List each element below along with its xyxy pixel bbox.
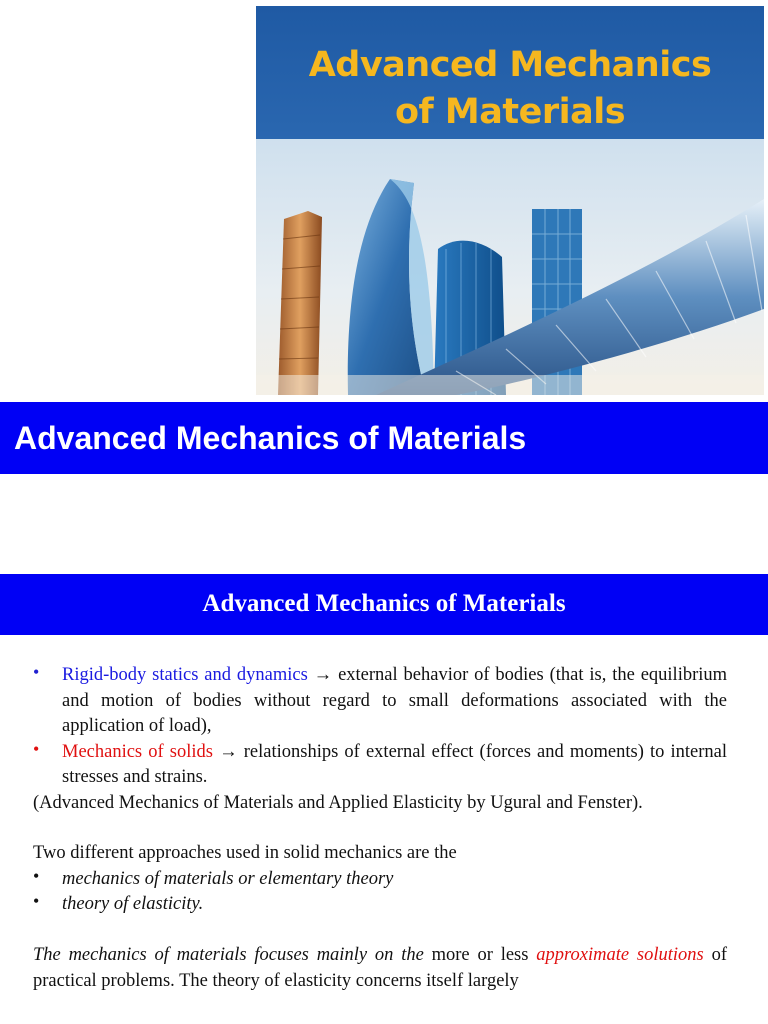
bullet-rigid-body <box>33 663 727 740</box>
closing-part1: The mechanics of materials focuses mainly on the <box>33 945 424 965</box>
closing-paragraph <box>33 943 727 994</box>
cover-title <box>256 42 764 136</box>
closing-part4: of practical problems. The theory of elasticity concerns itself largely <box>33 945 727 991</box>
bullet-text: external behavior of bodies (that is, the equilibrium and motion of bodies without regard to small deformations associated with the application of load), <box>62 665 728 736</box>
bullet-dot-icon: • <box>33 662 40 682</box>
page-title: Advanced Mechanics of Materials <box>14 420 527 456</box>
citation: (Advanced Mechanics of Materials and Applied Elasticity by Ugural and Fenster). <box>33 792 643 813</box>
title-bar-secondary <box>0 574 768 635</box>
arrow-icon: → <box>219 741 238 762</box>
closing-part2: more or less <box>431 945 529 965</box>
approach-item <box>33 867 727 893</box>
city-skyline-photo <box>256 139 764 395</box>
section-title: Advanced Mechanics of Materials <box>202 590 566 617</box>
body-content <box>33 663 727 994</box>
skyline-icon <box>256 139 764 395</box>
bullet-text: relationships of external effect (forces and moments) to internal stresses and strains. <box>62 741 728 787</box>
bullet-mechanics-solids <box>33 740 727 791</box>
approach-item <box>33 892 727 918</box>
approach-text: mechanics of materials or elementary theory <box>62 868 394 889</box>
term-rigid-body: Rigid-body statics and dynamics <box>62 665 308 685</box>
cover-image <box>256 6 764 395</box>
approach-text: theory of elasticity. <box>62 894 204 914</box>
term-mechanics-solids: Mechanics of solids <box>62 741 213 762</box>
cover-banner <box>256 6 764 139</box>
cover-title-line1: Advanced Mechanics <box>308 45 712 85</box>
title-bar-primary <box>0 402 768 474</box>
bullet-dot-icon: • <box>33 738 40 759</box>
bullet-dot-icon: • <box>33 891 40 911</box>
approaches-intro: Two different approaches used in solid mechanics are the <box>33 843 457 863</box>
arrow-icon: → <box>313 665 333 685</box>
closing-highlight: approximate solutions <box>536 945 704 965</box>
cover-title-line2: of Materials <box>394 92 626 132</box>
bullet-dot-icon: • <box>33 865 40 886</box>
